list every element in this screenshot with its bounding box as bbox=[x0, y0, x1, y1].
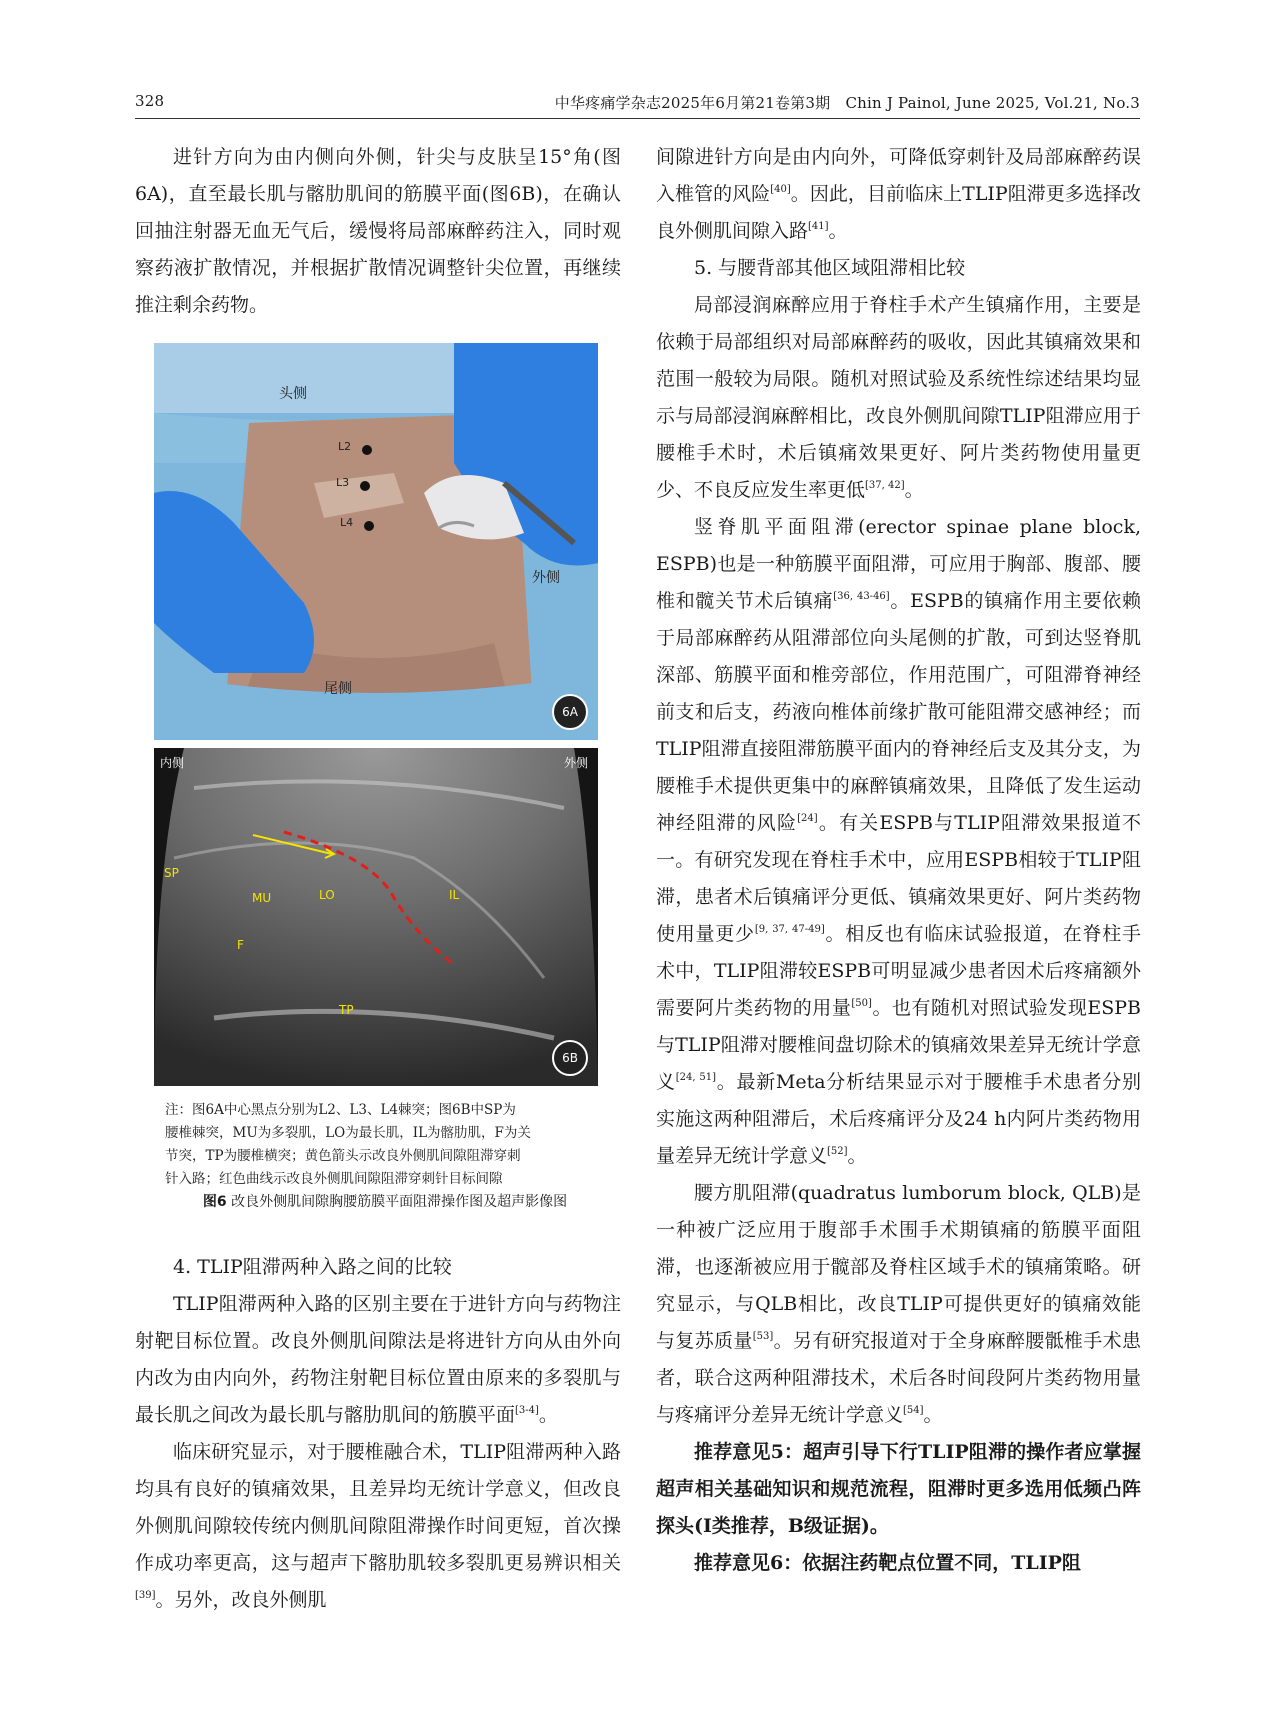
citation: [52] bbox=[827, 1146, 848, 1157]
figure-6a-photo bbox=[154, 343, 598, 740]
figure-6 bbox=[154, 343, 598, 1086]
section-5-title: 5. 与腰背部其他区域阻滞相比较 bbox=[694, 257, 966, 279]
procedure-photo-illustration bbox=[154, 343, 598, 740]
citation: [54] bbox=[903, 1405, 924, 1416]
citation: [37, 42] bbox=[865, 480, 905, 491]
note-line: 注：图6A中心黑点分别为L2、L3、L4棘突；图6B中SP为 bbox=[165, 1102, 516, 1118]
label-sp: SP bbox=[164, 866, 179, 880]
journal-header: 中华疼痛学杂志2025年6月第21卷第3期 Chin J Painol, June 2025, Vol.21, No.3 bbox=[554, 94, 1140, 112]
paragraph-clinical-research: 临床研究显示，对于腰椎融合术，TLIP阻滞两种入路均具有良好的镇痛效果，且差异均无统计学意义，但改良外侧肌间隙较传统内侧肌间隙阻滞操作时间更短，首次操作成功率更高，这与超声下髂肋肌较多裂肌更易辨识相关[39]。另外，改良外侧肌 bbox=[135, 1441, 621, 1611]
label-cranial: 头侧 bbox=[279, 386, 307, 402]
caption-label: 图6 bbox=[202, 1194, 227, 1210]
panel-badge-6a: 6A bbox=[552, 694, 588, 730]
caption-text: 改良外侧肌间隙胸腰筋膜平面阻滞操作图及超声影像图 bbox=[231, 1194, 568, 1210]
label-medial: 内侧 bbox=[160, 756, 185, 770]
label-mu: MU bbox=[252, 891, 272, 905]
label-l3: L3 bbox=[336, 476, 350, 489]
citation: [40] bbox=[770, 184, 791, 195]
citation: [50] bbox=[851, 998, 872, 1009]
page-number: 328 bbox=[135, 92, 165, 110]
paragraph-approach-difference: TLIP阻滞两种入路的区别主要在于进针方向与药物注射靶目标位置。改良外侧肌间隙法是将进针方向从由外向内改为由内向外，药物注射靶目标位置由原来的多裂肌与最长肌之间改为最长肌与髂肋肌间的筋膜平面[3-4]。 bbox=[135, 1293, 621, 1426]
paragraph-local-infiltration: 局部浸润麻醉应用于脊柱手术产生镇痛作用，主要是依赖于局部组织对局部麻醉药的吸收，因此其镇痛效果和范围一般较为局限。随机对照试验及系统性综述结果均显示与局部浸润麻醉相比，改良外侧肌间隙TLIP阻滞应用于腰椎手术时，术后镇痛效果更好、阿片类药物使用量更少、不良反应发生率更低[37, 42]。 bbox=[656, 294, 1141, 501]
note-line: 针入路；红色曲线示改良外侧肌间隙阻滞穿刺针目标间隙 bbox=[165, 1171, 503, 1187]
header-rule bbox=[135, 118, 1140, 119]
label-lateral-us: 外侧 bbox=[563, 756, 588, 770]
paragraph-continuation: 间隙进针方向是由内向外，可降低穿刺针及局部麻醉药误入椎管的风险[40]。因此，目前临床上TLIP阻滞更多选择改良外侧肌间隙入路[41]。 bbox=[656, 146, 1141, 242]
label-l4: L4 bbox=[340, 516, 354, 529]
left-column-bottom bbox=[135, 1249, 621, 1619]
paragraph-qlb: 腰方肌阻滞(quadratus lumborum block, QLB)是一种被广泛应用于腹部手术围手术期镇痛的筋膜平面阻滞，也逐渐被应用于髋部及脊柱区域手术的镇痛策略。研究显示，与QLB相比，改良TLIP可提供更好的镇痛效能与复苏质量[53]。另有研究报道对于全身麻醉腰骶椎手术患者，联合这两种阻滞技术，术后各时间段阿片类药物用量与疼痛评分差异无统计学意义[54]。 bbox=[656, 1182, 1141, 1426]
label-lo: LO bbox=[319, 888, 335, 902]
label-f: F bbox=[237, 938, 244, 952]
figure-6b-ultrasound bbox=[154, 748, 598, 1086]
recommendation-6: 推荐意见6：依据注药靶点位置不同，TLIP阻 bbox=[694, 1552, 1081, 1574]
citation: [36, 43-46] bbox=[833, 591, 890, 602]
citation: [39] bbox=[135, 1590, 156, 1601]
recommendation-5: 推荐意见5：超声引导下行TLIP阻滞的操作者应掌握超声相关基础知识和规范流程，阻滞时更多选用低频凸阵探头(Ⅰ类推荐，B级证据)。 bbox=[656, 1441, 1141, 1537]
citation: [41] bbox=[808, 221, 829, 232]
paragraph-needle-direction: 进针方向为由内侧向外侧，针尖与皮肤呈15°角(图6A)，直至最长肌与髂肋肌间的筋膜平面(图6B)，在确认回抽注射器无血无气后，缓慢将局部麻醉药注入，同时观察药液扩散情况，并根据扩散情况调整针尖位置，再继续推注剩余药物。 bbox=[135, 146, 621, 316]
paragraph-espb: 竖脊肌平面阻滞(erector spinae plane block, ESPB)也是一种筋膜平面阻滞，可应用于胸部、腹部、腰椎和髋关节术后镇痛[36, 43-46]。ESPB的镇痛作用主要依赖于局部麻醉药从阻滞部位向头尾侧的扩散，可到达竖脊肌深部、筋膜平面和椎旁部位，作用范围广，可阻滞脊神经前支和后支，药液向椎体前缘扩散可能阻滞交感神经；而TLIP阻滞直接阻滞筋膜平面内的脊神经后支及其分支，为腰椎手术提供更集中的麻醉镇痛效果，且降低了发生运动神经阻滞的风险[24]。有关ESPB与TLIP阻滞效果报道不一。有研究发现在脊柱手术中，应用ESPB相较于TLIP阻滞，患者术后镇痛评分更低、镇痛效果更好、阿片类药物使用量更少[9, 37, 47-49]。相反也有临床试验报道，在脊柱手术中，TLIP阻滞较ESPB可明显减少患者因术后疼痛额外需要阿片类药物的用量[50]。也有随机对照试验发现ESPB与TLIP阻滞对腰椎间盘切除术的镇痛效果差异无统计学意义[24, 51]。最新Meta分析结果显示对于腰椎手术患者分别实施这两种阻滞后，术后疼痛评分及24 h内阿片类药物用量差异无统计学意义[52]。 bbox=[656, 516, 1141, 1167]
figure-6-caption bbox=[175, 1191, 595, 1214]
left-column-top bbox=[135, 139, 621, 324]
panel-badge-6b: 6B bbox=[552, 1040, 588, 1076]
citation: [53] bbox=[752, 1331, 774, 1342]
note-line: 腰椎棘突，MU为多裂肌，LO为最长肌，IL为髂肋肌，F为关 bbox=[165, 1125, 531, 1141]
label-caudal: 尾侧 bbox=[324, 681, 352, 697]
figure-6-note bbox=[165, 1099, 595, 1191]
section-4-title: 4. TLIP阻滞两种入路之间的比较 bbox=[173, 1256, 452, 1278]
citation: [24] bbox=[797, 813, 818, 824]
label-tp: TP bbox=[339, 1003, 354, 1017]
label-lateral-photo: 外侧 bbox=[532, 570, 560, 586]
label-l2: L2 bbox=[338, 440, 352, 453]
citation: [3-4] bbox=[515, 1405, 539, 1416]
note-line: 节突，TP为腰椎横突；黄色箭头示改良外侧肌间隙阻滞穿刺 bbox=[165, 1148, 521, 1164]
ultrasound-image bbox=[154, 748, 598, 1086]
citation: [24, 51] bbox=[675, 1072, 717, 1083]
right-column bbox=[656, 139, 1141, 1582]
label-il: IL bbox=[449, 888, 460, 902]
citation: [9, 37, 47-49] bbox=[754, 924, 825, 935]
